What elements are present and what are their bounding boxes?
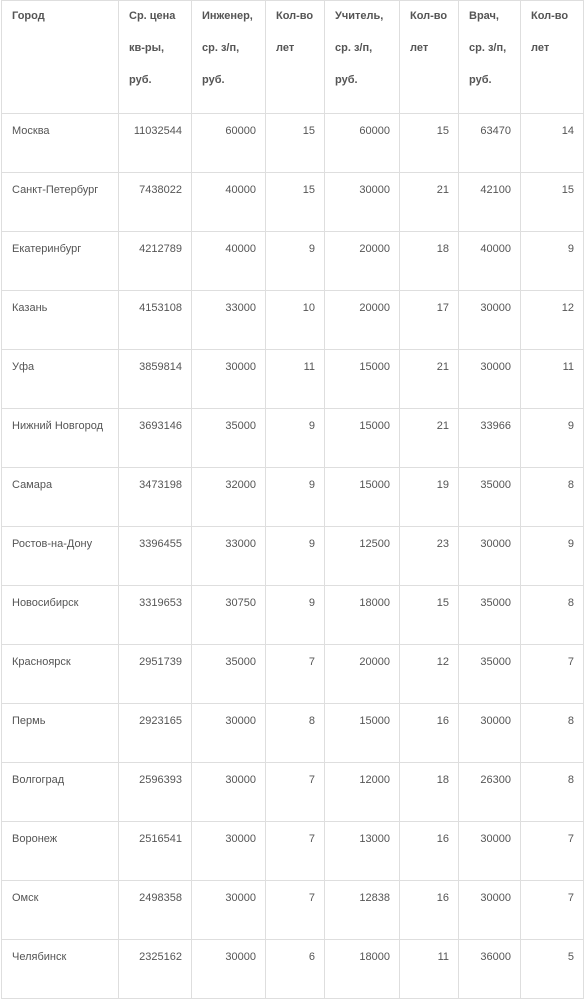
cell-engineer-years: 7 — [266, 763, 325, 822]
cell-city: Санкт-Петербург — [2, 173, 119, 232]
cell-teacher-salary: 30000 — [325, 173, 400, 232]
cell-engineer-years: 15 — [266, 114, 325, 173]
cell-city: Воронеж — [2, 822, 119, 881]
table-header — [2, 1, 584, 114]
cell-doctor-salary: 26300 — [459, 763, 521, 822]
cell-doctor-salary: 30000 — [459, 822, 521, 881]
cell-city: Омск — [2, 881, 119, 940]
cell-city: Волгоград — [2, 763, 119, 822]
header-doctor-salary: Врач, ср. з/п, руб. — [459, 1, 521, 114]
cell-apartment-price: 2951739 — [119, 645, 192, 704]
cell-engineer-years: 11 — [266, 350, 325, 409]
cell-doctor-years: 8 — [521, 763, 584, 822]
header-city: Город — [2, 1, 119, 114]
cell-engineer-salary: 60000 — [192, 114, 266, 173]
cell-engineer-salary: 35000 — [192, 645, 266, 704]
cell-engineer-salary: 40000 — [192, 173, 266, 232]
table-row — [2, 822, 584, 881]
cell-doctor-salary: 30000 — [459, 527, 521, 586]
cell-teacher-years: 15 — [400, 586, 459, 645]
cell-teacher-salary: 20000 — [325, 645, 400, 704]
table-row — [2, 527, 584, 586]
cell-engineer-years: 8 — [266, 704, 325, 763]
cell-engineer-years: 7 — [266, 822, 325, 881]
table-row — [2, 114, 584, 173]
cell-engineer-salary: 30000 — [192, 822, 266, 881]
cell-teacher-years: 16 — [400, 822, 459, 881]
cell-apartment-price: 2596393 — [119, 763, 192, 822]
cell-apartment-price: 2325162 — [119, 940, 192, 999]
table-body — [2, 114, 584, 999]
cell-doctor-years: 7 — [521, 822, 584, 881]
cell-teacher-salary: 12838 — [325, 881, 400, 940]
cell-city: Нижний Новгород — [2, 409, 119, 468]
cell-doctor-salary: 42100 — [459, 173, 521, 232]
cell-teacher-years: 19 — [400, 468, 459, 527]
cell-doctor-salary: 30000 — [459, 704, 521, 763]
cell-city: Самара — [2, 468, 119, 527]
cell-teacher-years: 23 — [400, 527, 459, 586]
cell-doctor-salary: 33966 — [459, 409, 521, 468]
cell-apartment-price: 3693146 — [119, 409, 192, 468]
cell-teacher-years: 18 — [400, 763, 459, 822]
cell-teacher-salary: 20000 — [325, 232, 400, 291]
header-doctor-years: Кол-во лет — [521, 1, 584, 114]
cell-city: Пермь — [2, 704, 119, 763]
cell-engineer-salary: 40000 — [192, 232, 266, 291]
cell-teacher-years: 18 — [400, 232, 459, 291]
header-teacher-salary: Учитель, ср. з/п, руб. — [325, 1, 400, 114]
cell-teacher-years: 16 — [400, 881, 459, 940]
table-row — [2, 881, 584, 940]
cell-doctor-years: 9 — [521, 409, 584, 468]
cell-doctor-salary: 30000 — [459, 350, 521, 409]
cell-doctor-salary: 35000 — [459, 645, 521, 704]
cell-engineer-years: 9 — [266, 527, 325, 586]
cell-apartment-price: 2923165 — [119, 704, 192, 763]
header-engineer-years: Кол-во лет — [266, 1, 325, 114]
cell-teacher-salary: 13000 — [325, 822, 400, 881]
cell-teacher-salary: 60000 — [325, 114, 400, 173]
cell-engineer-salary: 30000 — [192, 881, 266, 940]
cell-doctor-years: 5 — [521, 940, 584, 999]
cell-teacher-salary: 20000 — [325, 291, 400, 350]
cell-teacher-years: 16 — [400, 704, 459, 763]
cell-teacher-years: 21 — [400, 409, 459, 468]
cell-doctor-years: 15 — [521, 173, 584, 232]
table-row — [2, 409, 584, 468]
cell-doctor-years: 7 — [521, 645, 584, 704]
cell-teacher-years: 11 — [400, 940, 459, 999]
cell-engineer-years: 9 — [266, 468, 325, 527]
cell-engineer-years: 10 — [266, 291, 325, 350]
cell-apartment-price: 3396455 — [119, 527, 192, 586]
cell-engineer-years: 7 — [266, 881, 325, 940]
cell-doctor-years: 7 — [521, 881, 584, 940]
cell-engineer-salary: 30000 — [192, 350, 266, 409]
cell-teacher-years: 15 — [400, 114, 459, 173]
cell-apartment-price: 2498358 — [119, 881, 192, 940]
cell-doctor-salary: 35000 — [459, 468, 521, 527]
table-row — [2, 586, 584, 645]
cell-apartment-price: 3319653 — [119, 586, 192, 645]
cell-apartment-price: 11032544 — [119, 114, 192, 173]
cell-doctor-salary: 30000 — [459, 291, 521, 350]
table-row — [2, 350, 584, 409]
cell-doctor-years: 8 — [521, 468, 584, 527]
cell-engineer-salary: 35000 — [192, 409, 266, 468]
cell-teacher-salary: 15000 — [325, 704, 400, 763]
cell-engineer-years: 9 — [266, 232, 325, 291]
table-row — [2, 291, 584, 350]
cell-city: Москва — [2, 114, 119, 173]
header-teacher-years: Кол-во лет — [400, 1, 459, 114]
cell-teacher-years: 17 — [400, 291, 459, 350]
cell-engineer-years: 9 — [266, 409, 325, 468]
cell-engineer-salary: 32000 — [192, 468, 266, 527]
cell-engineer-salary: 33000 — [192, 291, 266, 350]
cell-doctor-salary: 36000 — [459, 940, 521, 999]
cell-apartment-price: 4153108 — [119, 291, 192, 350]
cell-city: Екатеринбург — [2, 232, 119, 291]
header-row — [2, 1, 584, 114]
cell-apartment-price: 7438022 — [119, 173, 192, 232]
cell-teacher-salary: 18000 — [325, 586, 400, 645]
cell-teacher-salary: 15000 — [325, 409, 400, 468]
cell-doctor-salary: 63470 — [459, 114, 521, 173]
cell-doctor-years: 14 — [521, 114, 584, 173]
cell-city: Красноярск — [2, 645, 119, 704]
table-row — [2, 173, 584, 232]
cell-engineer-salary: 30000 — [192, 940, 266, 999]
cell-engineer-salary: 33000 — [192, 527, 266, 586]
cell-doctor-years: 11 — [521, 350, 584, 409]
cell-doctor-years: 8 — [521, 704, 584, 763]
cell-engineer-years: 15 — [266, 173, 325, 232]
header-engineer-salary: Инженер, ср. з/п, руб. — [192, 1, 266, 114]
table-row — [2, 940, 584, 999]
cell-engineer-salary: 30000 — [192, 704, 266, 763]
cell-doctor-years: 8 — [521, 586, 584, 645]
cell-teacher-salary: 12000 — [325, 763, 400, 822]
cell-teacher-salary: 15000 — [325, 350, 400, 409]
cell-engineer-years: 9 — [266, 586, 325, 645]
cell-teacher-years: 12 — [400, 645, 459, 704]
header-apartment-price: Ср. цена кв-ры, руб. — [119, 1, 192, 114]
cell-apartment-price: 3473198 — [119, 468, 192, 527]
cell-city: Челябинск — [2, 940, 119, 999]
cell-doctor-years: 9 — [521, 527, 584, 586]
cell-engineer-years: 6 — [266, 940, 325, 999]
cell-city: Уфа — [2, 350, 119, 409]
cell-doctor-salary: 35000 — [459, 586, 521, 645]
cell-teacher-salary: 18000 — [325, 940, 400, 999]
cell-engineer-salary: 30750 — [192, 586, 266, 645]
table-row — [2, 763, 584, 822]
cell-teacher-years: 21 — [400, 350, 459, 409]
cell-city: Ростов-на-Дону — [2, 527, 119, 586]
cell-teacher-salary: 12500 — [325, 527, 400, 586]
salary-housing-table — [1, 0, 584, 999]
table-row — [2, 232, 584, 291]
cell-engineer-salary: 30000 — [192, 763, 266, 822]
table-row — [2, 704, 584, 763]
cell-city: Новосибирск — [2, 586, 119, 645]
cell-apartment-price: 2516541 — [119, 822, 192, 881]
cell-apartment-price: 4212789 — [119, 232, 192, 291]
table-row — [2, 468, 584, 527]
table-row — [2, 645, 584, 704]
cell-doctor-salary: 30000 — [459, 881, 521, 940]
cell-apartment-price: 3859814 — [119, 350, 192, 409]
cell-city: Казань — [2, 291, 119, 350]
cell-engineer-years: 7 — [266, 645, 325, 704]
cell-doctor-years: 12 — [521, 291, 584, 350]
cell-teacher-years: 21 — [400, 173, 459, 232]
cell-teacher-salary: 15000 — [325, 468, 400, 527]
cell-doctor-years: 9 — [521, 232, 584, 291]
cell-doctor-salary: 40000 — [459, 232, 521, 291]
